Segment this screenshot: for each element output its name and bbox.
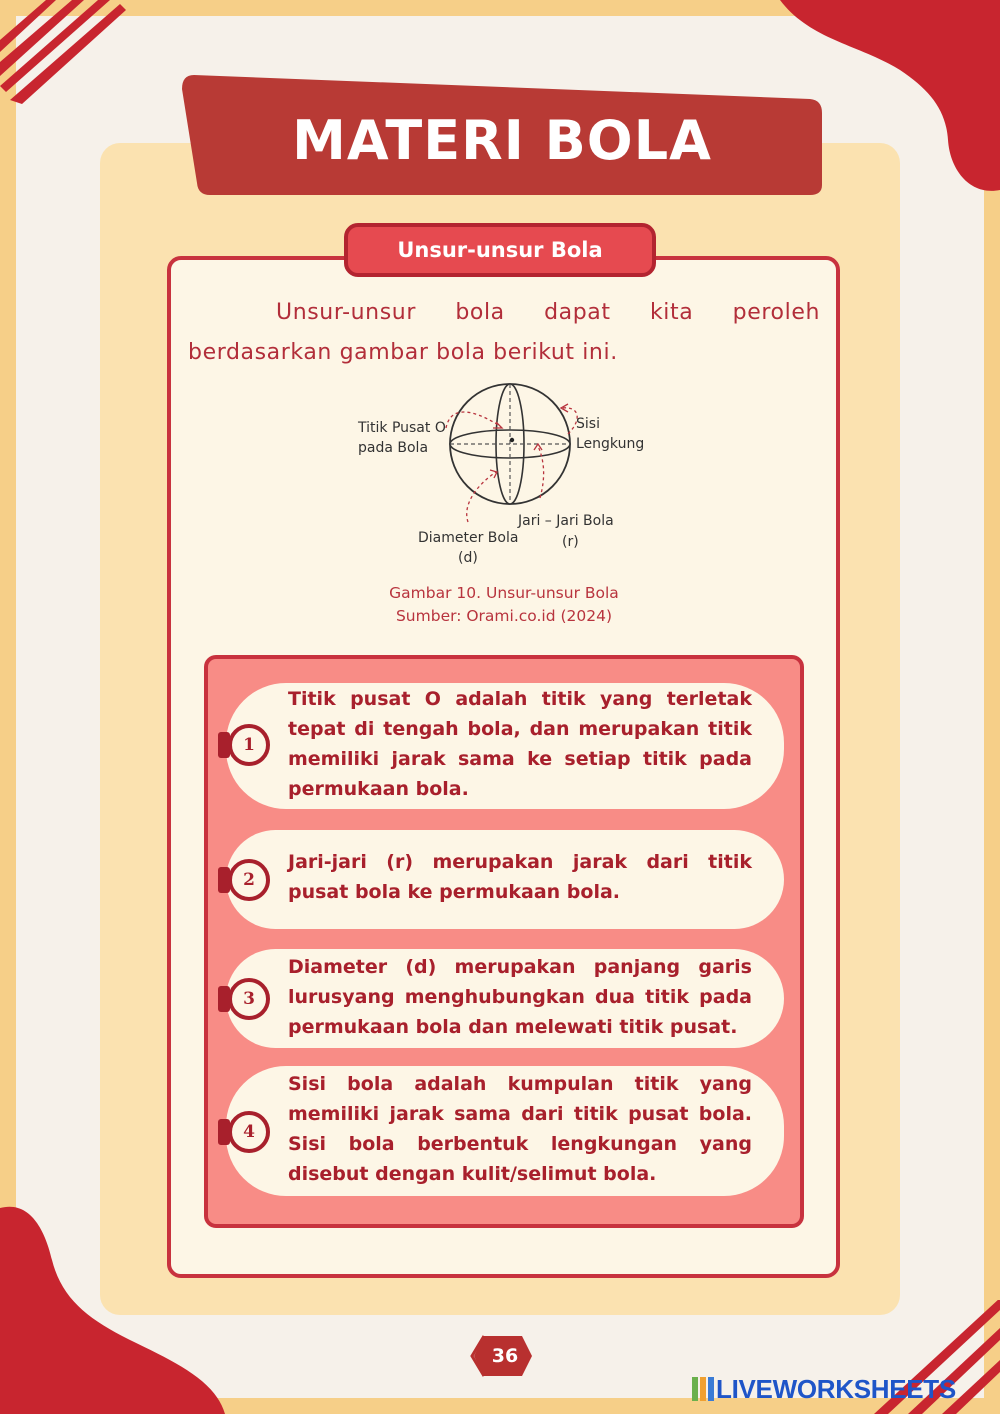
corner-decoration-top-left — [0, 0, 140, 110]
sphere-diagram — [350, 380, 660, 570]
section-tab: Unsur-unsur Bola — [344, 223, 656, 277]
number-badge — [222, 724, 266, 768]
intro-paragraph: Unsur-unsur bola dapat kita peroleh berdasarkan gambar bola berikut ini. — [188, 300, 820, 365]
label-diameter: Diameter Bola — [418, 530, 519, 546]
list-item — [226, 949, 784, 1048]
item-number: 4 — [228, 1111, 270, 1153]
label-center: Titik Pusat O — [358, 420, 446, 436]
label-side: Sisi — [576, 416, 600, 432]
figure-caption — [300, 582, 708, 628]
list-item — [226, 1066, 784, 1196]
number-badge — [222, 978, 266, 1022]
label-radius-2: (r) — [562, 534, 579, 550]
label-side-2: Lengkung — [576, 436, 645, 452]
item-number: 2 — [228, 859, 270, 901]
number-badge — [222, 1111, 266, 1155]
label-radius: Jari – Jari Bola — [518, 513, 614, 529]
label-diameter-2: (d) — [458, 550, 478, 566]
list-item — [226, 830, 784, 929]
number-badge — [222, 859, 266, 903]
item-text: Jari-jari (r) merupakan jarak dari titik pusat bola ke permukaan bola. — [288, 851, 752, 903]
item-number: 3 — [228, 978, 270, 1020]
item-number: 1 — [228, 724, 270, 766]
item-text: Sisi bola adalah kumpulan titik yang memiliki jarak sama dari titik pusat bola. Sisi bola berbentuk lengkungan yang disebut dengan kulit/selimut bola. — [288, 1073, 752, 1185]
page-title: MATERI BOLA — [292, 109, 712, 172]
caption-source: Sumber: Orami.co.id (2024) — [395, 607, 613, 625]
item-text: Diameter (d) merupakan panjang garis lurusyang menghubungkan dua titik pada permukaan bola dan melewati titik pusat. — [288, 956, 752, 1038]
label-center-2: pada Bola — [358, 440, 429, 456]
page-number: 36 — [491, 1345, 519, 1367]
center-point — [510, 438, 514, 442]
brand-text: LIVEWORKSHEETS — [716, 1374, 956, 1404]
liveworksheets-icon — [692, 1377, 714, 1401]
list-item — [226, 683, 784, 809]
liveworksheets-logo — [692, 1374, 956, 1404]
caption-title: Gambar 10. Unsur-unsur Bola — [389, 584, 619, 602]
item-text: Titik pusat O adalah titik yang terletak tepat di tengah bola, dan merupakan titik memiliki jarak sama ke setiap titik pada permukaan bola. — [288, 688, 752, 800]
